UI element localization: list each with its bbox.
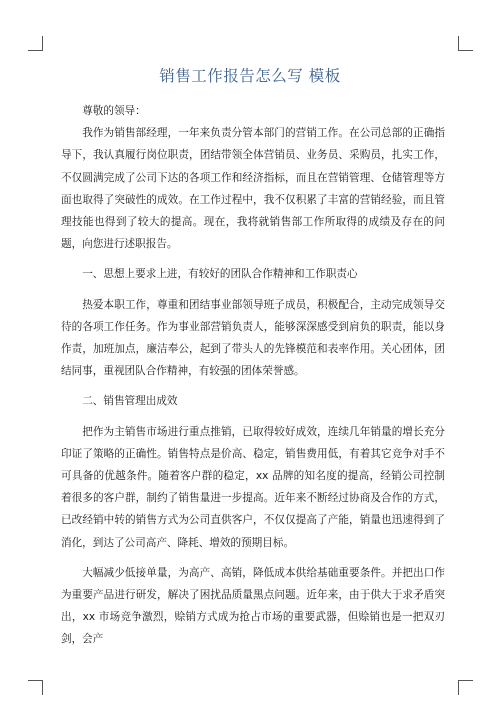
document-title: 销售工作报告怎么写 模板 xyxy=(159,67,341,85)
crop-mark-top-right xyxy=(458,36,473,51)
crop-mark-bottom-left xyxy=(28,680,43,695)
crop-mark-bottom-right xyxy=(458,680,473,695)
body-paragraph: 我作为销售部经理，一年来负责分管本部门的营销工作。在公司总部的正确指导下，我认真履行岗位职责，团结带领全体营销员、业务员、采购员，扎实工作，不仅圆满完成了公司下达的各项工作和经济指标，而且在营销管理、仓储管理等方面也取得了突破性的成效。在工作过程中，我不仅积累了丰富的营销经验，而且管理技能也得到了较大的提高。现在，我将就销售部工作所取得的成绩及存在的问题，向您进行述职报告。 xyxy=(61,127,445,251)
section-heading: 二、销售管理出成效 xyxy=(82,395,178,408)
body-paragraph: 把作为主销售市场进行重点推销，已取得较好成效，连续几年销量的增长充分印证了策略的正确性。销售特点是价高、稳定，销售费用低，有着其它竞争对手不可具备的优越条件。随着客户群的稳定，xx 品牌的知名度的提高，经销公司控制着很多的客户群，制约了销售量进一步提高。近年来不断经过协商及合作的方式，已改经销中转的销售方式为公司直供客户，不仅仅提高了产能，销量也迅速得到了消化，到达了公司高产、降耗、增效的预期目标。 xyxy=(61,425,445,549)
section-heading: 一、思想上要求上进，有较好的团队合作精神和工作职责心 xyxy=(82,268,358,281)
body-paragraph: 热爱本职工作，尊重和团结事业部领导班子成员，积极配合，主动完成领导交待的各项工作任务。作为事业部营销负责人，能够深深感受到肩负的职责，能以身作责，加班加点，廉洁奉公，起到了带头人的先锋模范和表率作用。关心团体，团结同事，重视团队合作精神，有较强的团体荣誉感。 xyxy=(61,298,445,378)
document-body xyxy=(61,100,445,651)
body-paragraph: 大幅减少低接单量，为高产、高销，降低成本供给基础重要条件。并把出口作为重要产品进行研发，解决了困扰品质量黑点问题。近年来，由于供大于求矛盾突出，xx 市场竞争激烈，赊销方式成为抢占市场的重要武器，但赊销也是一把双刃剑，会产 xyxy=(61,566,445,646)
crop-mark-top-left xyxy=(28,36,43,51)
salutation: 尊敬的领导： xyxy=(82,105,146,117)
